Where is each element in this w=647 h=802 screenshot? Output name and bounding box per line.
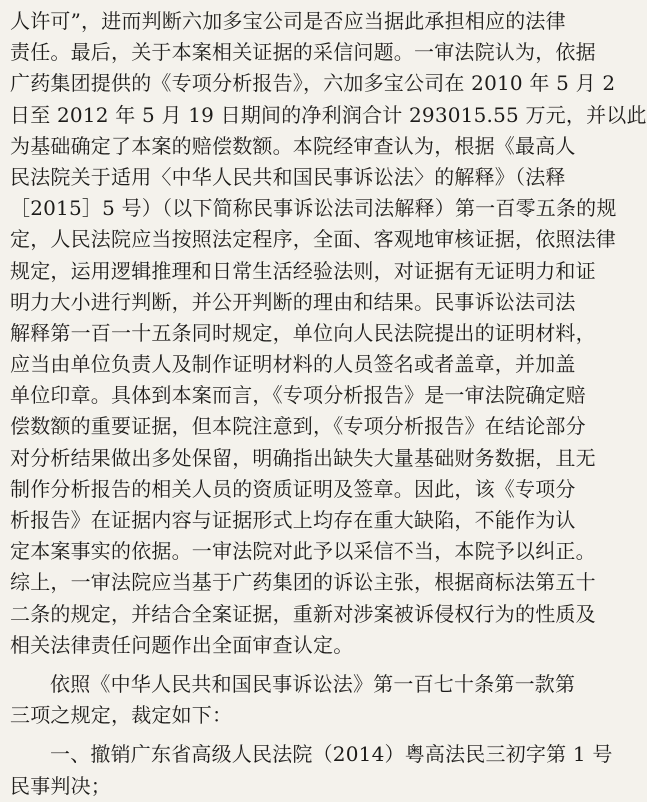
text-line: 人许可”，进而判断六加多宝公司是否应当据此承担相应的法律 — [10, 9, 566, 33]
text-line: 偿数额的重要证据，但本院注意到，《专项分析报告》在结论部分 — [10, 414, 586, 439]
text-line: 定本案事实的依据。一审法院对此予以采信不当，本院予以纠正。 — [10, 539, 596, 564]
text-line: ［2015］5 号）（以下简称民事诉讼法司法解释）第一百零五条的规 — [10, 196, 617, 221]
text-line: 广药集团提供的《专项分析报告》，六加多宝公司在 2010 年 5 月 2 — [10, 71, 616, 96]
text-line: 单位印章。具体到本案而言，《专项分析报告》是一审法院确定赔 — [10, 383, 586, 408]
paragraph-ruling-item-1 — [10, 739, 613, 801]
text-line: 对分析结果做出多处保留，明确指出缺失大量基础财务数据，且无 — [10, 445, 596, 470]
text-line: 制作分析报告的相关人员的资质证明及签章。因此，该《专项分 — [10, 476, 576, 501]
paragraph-legal-basis — [10, 669, 576, 731]
text-line: 民法院关于适用〈中华人民共和国民事诉讼法〉的解释》（法释 — [10, 164, 566, 189]
text-line: 二条的规定，并结合全案证据，重新对涉案被诉侵权行为的性质及 — [10, 601, 596, 626]
text-line: 日至 2012 年 5 月 19 日期间的净利润合计 293015.55 万元，并以此 — [10, 102, 647, 127]
text-line: 民事判决； — [10, 773, 111, 798]
paragraph-evidence-analysis — [10, 6, 647, 661]
text-line: 一、撤销广东省高级人民法院（2014）粤高法民三初字第 1 号 — [50, 742, 613, 767]
text-line: 为基础确定了本案的赔偿数额。本院经审查认为，根据《最高人 — [10, 133, 576, 158]
text-line: 定，人民法院应当按照法定程序，全面、客观地审核证据，依照法律 — [10, 227, 616, 252]
text-line: 综上，一审法院应当基于广药集团的诉讼主张，根据商标法第五十 — [10, 570, 596, 595]
text-line: 析报告》在证据内容与证据形式上均存在重大缺陷，不能作为认 — [10, 508, 576, 532]
paragraph-gap — [10, 731, 512, 739]
text-line: 应当由单位负责人及制作证明材料的人员签名或者盖章，并加盖 — [10, 352, 576, 377]
text-line: 责任。最后，关于本案相关证据的采信问题。一审法院认为，依据 — [10, 40, 596, 65]
text-line: 依照《中华人民共和国民事诉讼法》第一百七十条第一款第 — [50, 671, 576, 696]
text-line: 相关法律责任问题作出全面审查认定。 — [10, 632, 354, 657]
text-line: 三项之规定，裁定如下： — [10, 703, 233, 728]
text-line: 规定，运用逻辑推理和日常生活经验法则，对证据有无证明力和证 — [10, 258, 596, 283]
text-line: 解释第一百一十五条同时规定，单位向人民法院提出的证明材料， — [10, 320, 596, 345]
text-line: 明力大小进行判断，并公开判断的理由和结果。民事诉讼法司法 — [10, 289, 576, 314]
paragraph-gap — [10, 661, 512, 669]
